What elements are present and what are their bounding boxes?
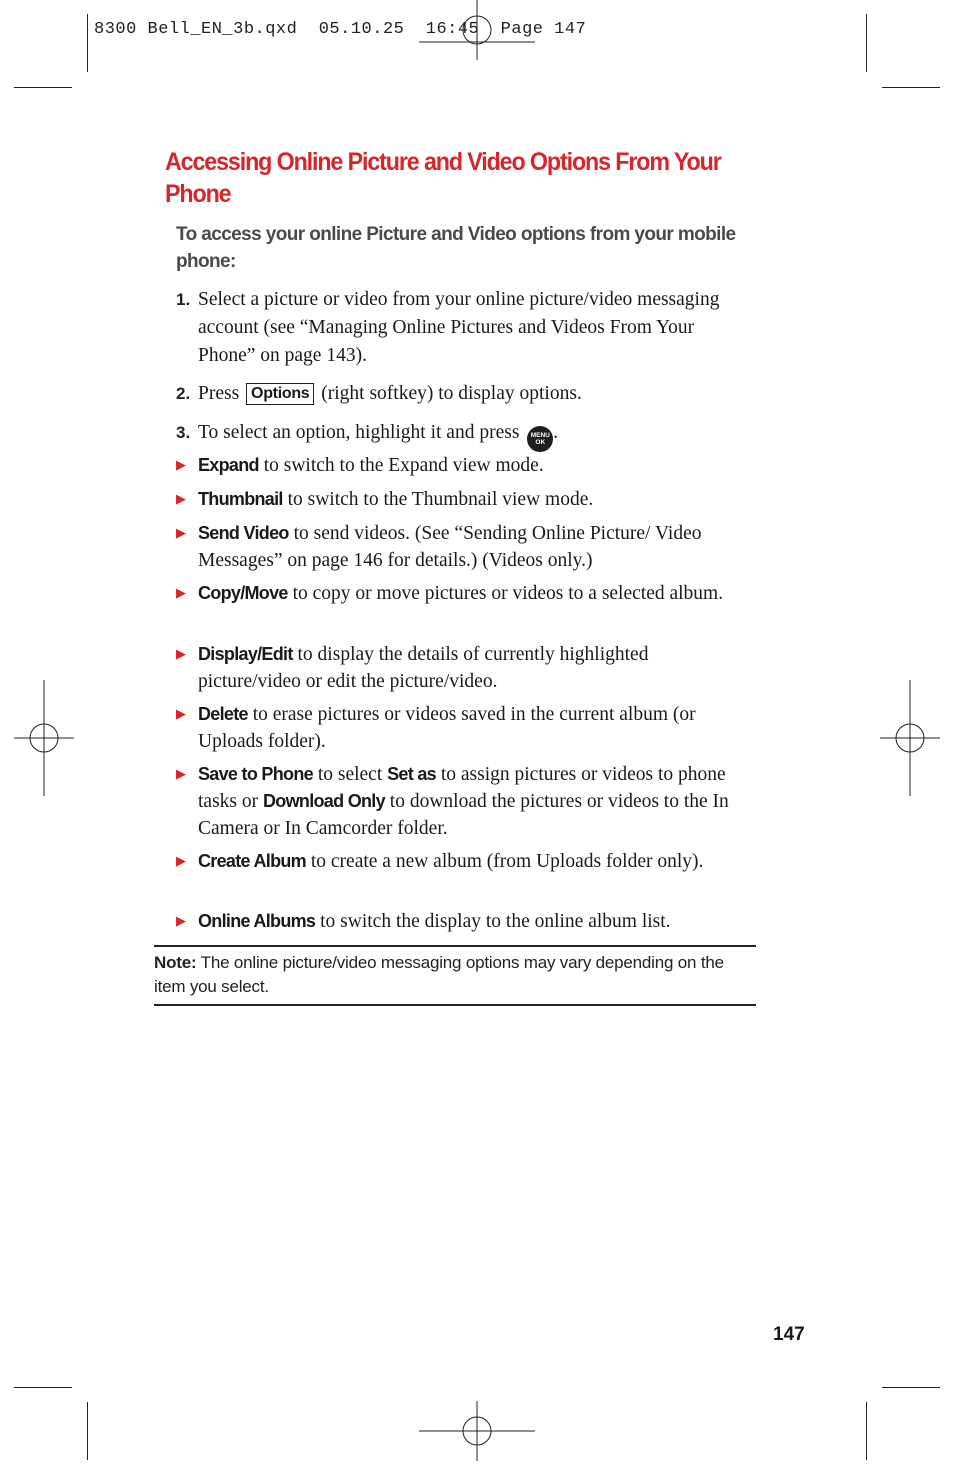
list-item-display-edit [176, 641, 741, 695]
crop-mark-top-right-h [882, 87, 940, 88]
list-item-send-video [176, 520, 741, 574]
option-description: to display the details of currently highlighted picture/video or edit the picture/video. [198, 644, 649, 692]
note-bottom-rule [154, 1004, 756, 1006]
registration-mark-bottom-icon [419, 1401, 535, 1461]
bullet-arrow-icon: ▶ [176, 647, 186, 662]
list-item-delete [176, 701, 741, 755]
registration-mark-left-icon [14, 680, 74, 796]
note-top-rule [154, 945, 756, 947]
crop-mark-top-right-v [866, 14, 867, 72]
section-intro: To access your online Picture and Video options from your mobile phone: [176, 224, 736, 272]
step-number: 3. [176, 423, 191, 442]
option-term: Thumbnail [198, 489, 283, 509]
step-text-pre: To select an option, highlight it and press [198, 422, 520, 443]
option-description: to copy or move pictures or videos to a selected album. [292, 583, 724, 604]
crop-mark-top-left-v [87, 14, 88, 72]
list-item-expand [176, 452, 741, 479]
registration-mark-right-icon [880, 680, 940, 796]
note-text: The online picture/video messaging options may vary depending on the item you select. [154, 953, 724, 996]
step-text-post: . [553, 422, 559, 443]
list-item-thumbnail [176, 486, 741, 513]
option-description: to assign pictures or videos to phone tasks or [198, 764, 726, 812]
option-term: Save to Phone [198, 764, 313, 784]
option-term: Expand [198, 455, 259, 475]
step-number: 2. [176, 384, 191, 403]
option-term-set-as: Set as [387, 764, 436, 784]
option-description: to select [317, 764, 383, 785]
option-term: Delete [198, 704, 248, 724]
option-term: Copy/Move [198, 583, 288, 603]
step-number: 1. [176, 290, 191, 309]
step-text-pre: Press [198, 383, 240, 404]
options-softkey-label: Options [246, 383, 314, 405]
bullet-arrow-icon: ▶ [176, 586, 186, 601]
option-term: Create Album [198, 851, 306, 871]
crop-mark-bottom-left-h [14, 1387, 72, 1388]
option-term-download-only: Download Only [263, 791, 385, 811]
menu-ok-key-icon: MENU OK [527, 426, 553, 452]
option-term: Online Albums [198, 911, 316, 931]
bullet-arrow-icon: ▶ [176, 526, 186, 541]
bullet-arrow-icon: ▶ [176, 707, 186, 722]
option-description: to download the pictures or videos to the In Camera or In Camcorder folder. [198, 791, 729, 839]
list-item-save-to-phone [176, 761, 741, 842]
option-description: to create a new album (from Uploads folder only). [310, 851, 704, 872]
page-number: 147 [773, 1324, 805, 1345]
step-1 [176, 286, 736, 370]
step-2 [176, 380, 736, 408]
section-title: Accessing Online Picture and Video Options From Your Phone [165, 148, 721, 208]
bullet-arrow-icon: ▶ [176, 854, 186, 869]
list-item-copy-move [176, 580, 741, 607]
bullet-arrow-icon: ▶ [176, 914, 186, 929]
option-description: to switch to the Thumbnail view mode. [287, 489, 594, 510]
step-3 [176, 419, 736, 452]
option-term: Display/Edit [198, 644, 293, 664]
bullet-arrow-icon: ▶ [176, 458, 186, 473]
registration-mark-top-icon [419, 0, 535, 60]
bullet-arrow-icon: ▶ [176, 492, 186, 507]
option-description: to switch to the Expand view mode. [263, 455, 544, 476]
step-text: Select a picture or video from your online picture/video messaging account (see “Managing Online Pictures and Videos From Your Phone” on page 143). [198, 289, 720, 366]
option-description: to erase pictures or videos saved in the current album (or Uploads folder). [198, 704, 696, 752]
note-label: Note: [154, 953, 197, 972]
list-item-create-album [176, 848, 741, 875]
note [154, 951, 754, 999]
crop-mark-bottom-right-v [866, 1402, 867, 1460]
crop-mark-top-left-h [14, 87, 72, 88]
crop-mark-bottom-left-v [87, 1402, 88, 1460]
option-term: Send Video [198, 523, 289, 543]
bullet-arrow-icon: ▶ [176, 767, 186, 782]
option-description: to send videos. (See “Sending Online Picture/ Video Messages” on page 146 for details.) (Videos only.) [198, 523, 702, 571]
crop-mark-bottom-right-h [882, 1387, 940, 1388]
option-description: to switch the display to the online album list. [320, 911, 671, 932]
step-text-post: (right softkey) to display options. [321, 383, 582, 404]
printer-slug: 8300 Bell_EN_3b.qxd 05.10.25 16:45 Page 147 [94, 20, 587, 39]
list-item-online-albums [176, 908, 741, 935]
